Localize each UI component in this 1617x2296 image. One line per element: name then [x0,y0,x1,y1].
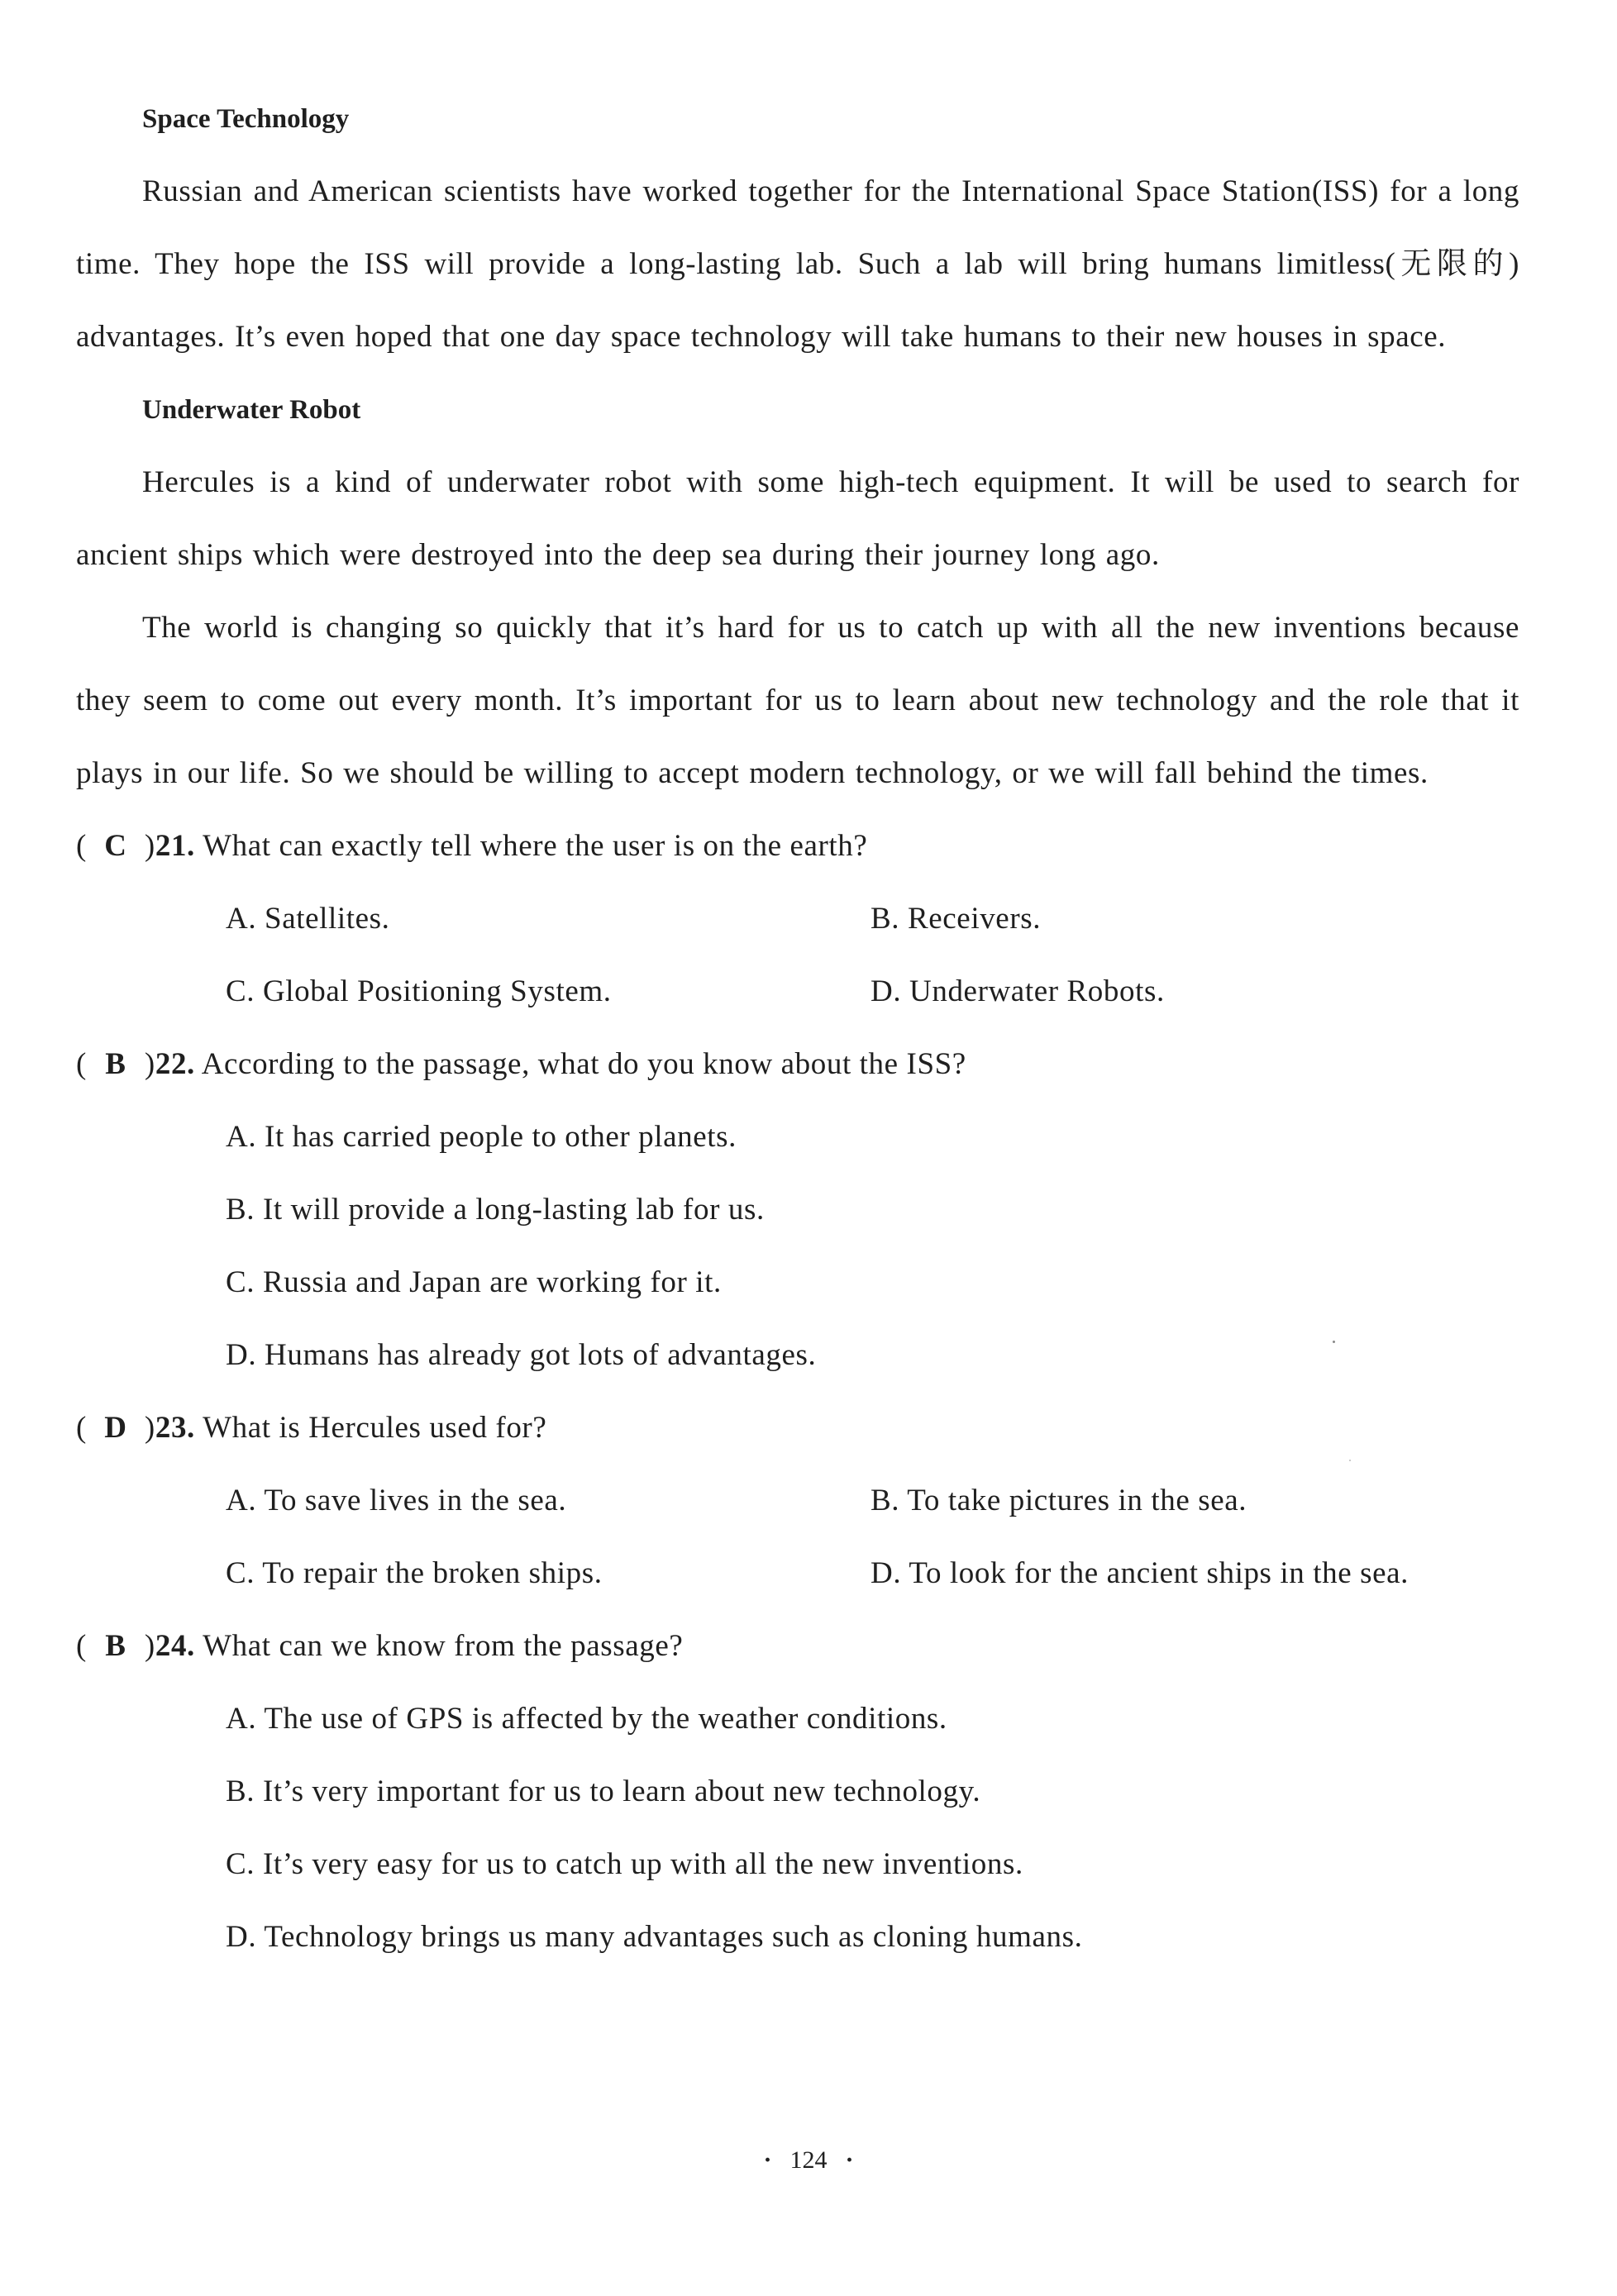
option-a: A. It has carried people to other planets. [226,1120,737,1154]
option-d: D. Underwater Robots. [871,974,1165,1008]
open-paren: ( [76,1047,87,1081]
question-text: According to the passage, what do you know about the ISS? [201,1047,966,1081]
close-paren: ) [144,1047,155,1081]
page-number-footer [0,2144,1617,2177]
question-text: What can we know from the passage? [203,1629,684,1663]
option-c: C. To repair the broken ships. [226,1556,603,1590]
question-21 [76,810,1519,883]
answer-letter: D [104,1411,127,1445]
option-d: D. Humans has already got lots of advantages. [226,1338,817,1372]
paragraph-space-technology: Russian and American scientists have worked together for the International Space Station(ISS) for a long time. They hope the ISS will provide a long-lasting lab. Such a lab will bring humans limitless(无限的) advantages. It’s even hoped that one day space technology will take humans to their new houses in space. [76,174,1519,354]
question-23 [76,1392,1519,1465]
footer-dot-left: · [763,2146,772,2174]
answer-letter: B [105,1047,126,1081]
close-paren: ) [144,829,155,863]
question-number: 21. [155,829,195,863]
option-b: B. It’s very important for us to learn about new technology. [226,1774,981,1808]
options-22 [76,1101,1519,1392]
question-number: 24. [155,1629,195,1663]
close-paren: ) [144,1411,155,1445]
option-row [226,1537,1519,1610]
open-paren: ( [76,829,87,863]
open-paren: ( [76,1411,87,1445]
open-paren: ( [76,1629,87,1663]
option-a: A. To save lives in the sea. [226,1484,567,1517]
option-a: A. The use of GPS is affected by the weather conditions. [226,1702,947,1736]
option-row [226,1465,1519,1537]
scan-speck [1333,1341,1335,1343]
question-text: What is Hercules used for? [203,1411,547,1445]
question-22 [76,1028,1519,1101]
option-c: C. Global Positioning System. [226,974,612,1008]
options-24 [76,1683,1519,1974]
paragraph-world-changing: The world is changing so quickly that it’s hard for us to catch up with all the new inventions because they seem to come out every month. It’s important for us to learn about new technology and the role that it plays in our life. So we should be willing to accept modern technology, or we will fall behind the times. [76,611,1519,790]
document-page [76,83,1519,1974]
options-23 [76,1465,1519,1610]
section-heading-space-technology: Space Technology [142,104,350,134]
option-c: C. It’s very easy for us to catch up with all the new inventions. [226,1847,1023,1881]
answer-letter: C [104,829,127,863]
option-b: B. To take pictures in the sea. [871,1484,1247,1517]
question-number: 22. [155,1047,195,1081]
option-d: D. Technology brings us many advantages such as cloning humans. [226,1920,1083,1954]
close-paren: ) [144,1629,155,1663]
page-number: 124 [789,2146,828,2174]
option-b: B. Receivers. [871,902,1042,936]
question-text: What can exactly tell where the user is on the earth? [203,829,868,863]
option-c: C. Russia and Japan are working for it. [226,1265,722,1299]
paragraph-hercules: Hercules is a kind of underwater robot with some high-tech equipment. It will be used to search for ancient ships which were destroyed into the deep sea during their journey long ago. [76,465,1519,572]
option-row [226,883,1519,955]
section-heading-underwater-robot: Underwater Robot [142,395,361,425]
question-number: 23. [155,1411,195,1445]
option-d: D. To look for the ancient ships in the sea. [871,1556,1409,1590]
option-b: B. It will provide a long-lasting lab for us. [226,1193,765,1227]
scan-speck [1349,1460,1351,1461]
footer-dot-right: · [845,2146,854,2174]
question-24 [76,1610,1519,1683]
option-a: A. Satellites. [226,902,390,936]
options-21 [76,883,1519,1028]
answer-letter: B [105,1629,126,1663]
option-row [226,955,1519,1028]
